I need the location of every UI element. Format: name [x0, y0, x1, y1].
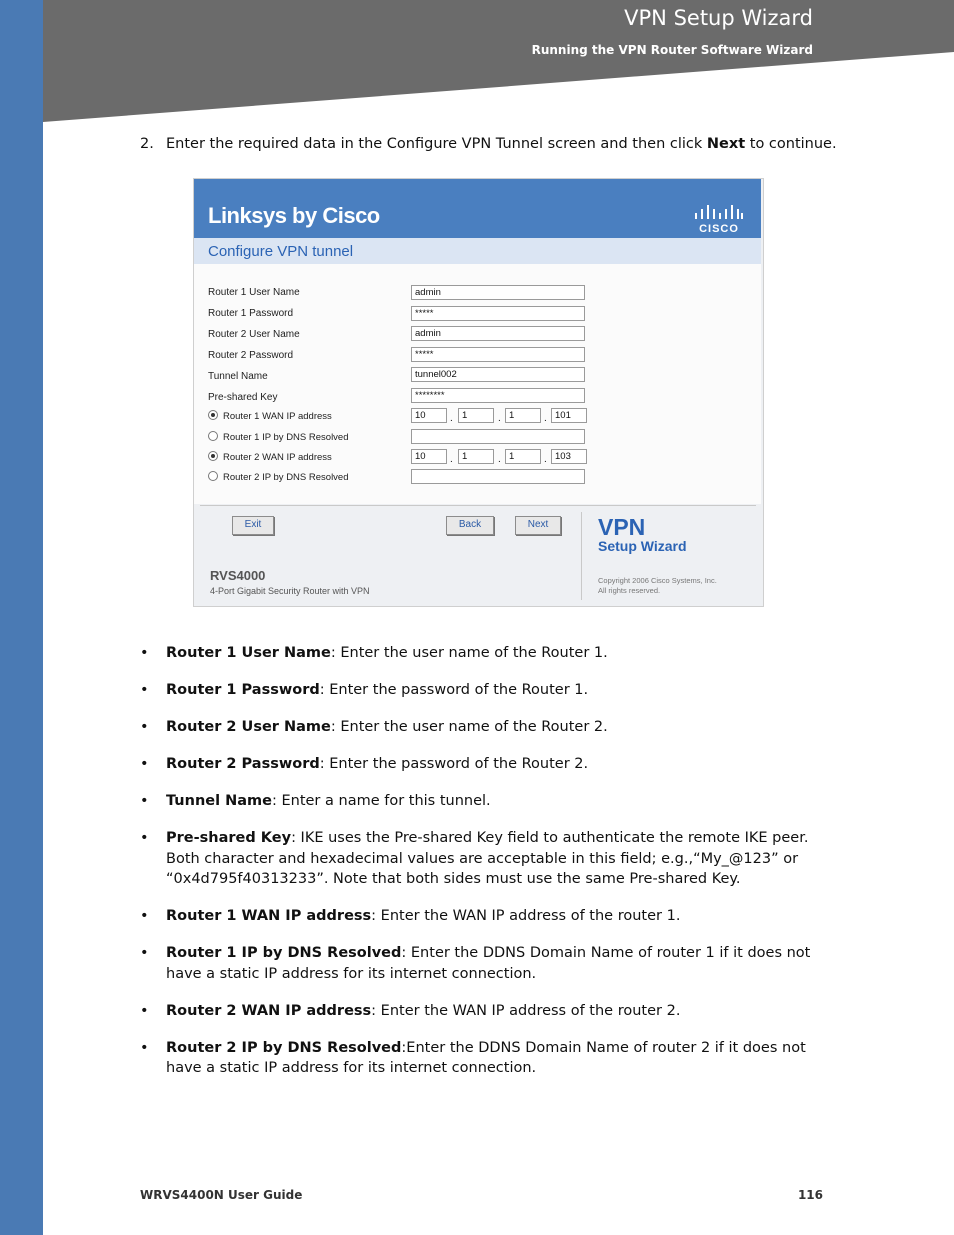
- brand-title: Linksys by Cisco: [208, 203, 380, 228]
- router1-dns-option[interactable]: [208, 431, 349, 443]
- bullet-icon: •: [140, 719, 149, 735]
- list-item: [140, 1001, 830, 1022]
- router2-dns-input[interactable]: [411, 469, 585, 484]
- list-term: Router 2 User Name: [166, 719, 331, 735]
- router2-ip-octet-3[interactable]: 1: [505, 449, 541, 464]
- ip-dot: .: [450, 413, 453, 424]
- list-text: : Enter the WAN IP address of the router 1.: [371, 908, 681, 924]
- router2-wan-ip-label: Router 2 WAN IP address: [223, 452, 332, 463]
- screen-subtitle: Configure VPN tunnel: [208, 243, 354, 260]
- list-term: Router 2 IP by DNS Resolved: [166, 1039, 402, 1056]
- bullet-icon: •: [140, 1002, 149, 1019]
- router1-password-label: Router 1 Password: [208, 308, 294, 319]
- router1-username-input[interactable]: admin: [411, 285, 585, 300]
- vpn-logo-text: VPN: [598, 514, 646, 540]
- bullet-icon: •: [140, 756, 149, 772]
- step-text: Enter the required data in the Configure VPN Tunnel screen and then click: [166, 136, 707, 152]
- router2-wan-ip-option[interactable]: [208, 451, 332, 463]
- router1-ip-octet-3[interactable]: 1: [505, 408, 541, 423]
- router2-password-input[interactable]: *****: [411, 347, 585, 362]
- radio-unselected-icon[interactable]: [208, 431, 218, 441]
- list-text: : Enter the DDNS Domain Name of router 1 if it does not have a static IP address for its internet connection.: [166, 945, 811, 982]
- cisco-bars-icon: [695, 205, 743, 219]
- list-item: [140, 943, 830, 984]
- router1-dns-input[interactable]: [411, 429, 585, 444]
- screenshot-banner: [194, 179, 761, 238]
- bullet-icon: •: [140, 908, 149, 924]
- router2-ip-octet-2[interactable]: 1: [458, 449, 494, 464]
- router1-dns-label: Router 1 IP by DNS Resolved: [223, 432, 349, 443]
- bullet-icon: •: [140, 645, 149, 661]
- form-divider: [200, 505, 756, 506]
- ip-dot: .: [450, 454, 453, 465]
- radio-selected-icon[interactable]: [208, 410, 218, 420]
- exit-button[interactable]: Exit: [232, 516, 274, 535]
- cisco-logo: [691, 203, 747, 235]
- router2-dns-label: Router 2 IP by DNS Resolved: [223, 472, 349, 483]
- footer-guide-title: WRVS4400N User Guide: [140, 1188, 303, 1202]
- cisco-logo-word: CISCO: [699, 223, 739, 235]
- preshared-key-label: Pre-shared Key: [208, 392, 278, 403]
- list-text: :Enter the DDNS Domain Name of router 2 if it does not have a static IP address for its internet connection.: [166, 1039, 806, 1076]
- router1-ip-octet-2[interactable]: 1: [458, 408, 494, 423]
- list-term: Router 1 WAN IP address: [166, 908, 372, 924]
- list-text: : Enter the user name of the Router 1.: [330, 645, 608, 661]
- ip-dot: .: [498, 454, 501, 465]
- model-name: RVS4000: [210, 568, 266, 583]
- list-text: : Enter the user name of the Router 2.: [330, 719, 608, 735]
- list-text: : Enter the password of the Router 1.: [319, 682, 589, 698]
- list-term: Router 1 IP by DNS Resolved: [166, 945, 402, 961]
- router2-password-label: Router 2 Password: [208, 350, 294, 361]
- step-bold-next: Next: [706, 136, 746, 152]
- router2-username-label: Router 2 User Name: [208, 329, 300, 340]
- router1-ip-octet-1[interactable]: 10: [411, 408, 447, 423]
- router1-wan-ip-label: Router 1 WAN IP address: [223, 411, 332, 422]
- ip-dot: .: [544, 454, 547, 465]
- ip-dot: .: [544, 413, 547, 424]
- step-instruction: [140, 136, 837, 152]
- list-term: Router 1 Password: [166, 682, 320, 698]
- back-button[interactable]: Back: [446, 516, 494, 535]
- list-text: : Enter the password of the Router 2.: [319, 756, 589, 772]
- step-number: 2.: [140, 136, 154, 152]
- bullet-icon: •: [140, 1039, 149, 1056]
- router1-wan-ip-option[interactable]: [208, 410, 332, 422]
- list-item: [140, 828, 830, 890]
- list-item: [140, 680, 830, 701]
- footer-page-number: 116: [797, 1188, 823, 1202]
- router1-ip-octet-4[interactable]: 101: [551, 408, 587, 423]
- copyright-line-2: All rights reserved.: [598, 586, 661, 595]
- list-text: : IKE uses the Pre-shared Key field to authenticate the remote IKE peer. Both character and hexadecimal values are acceptable in this field; e.g.,“My_@123” or “0x4d795f40313233”. Note that both sides must use the same Pre-shared Key.: [166, 830, 809, 887]
- list-item: [140, 754, 830, 775]
- field-description-list: [140, 643, 830, 1095]
- list-term: Router 2 Password: [166, 756, 320, 772]
- left-accent-bar: [0, 0, 43, 1235]
- bullet-icon: •: [140, 945, 149, 961]
- list-item: [140, 717, 830, 738]
- preshared-key-input[interactable]: ********: [411, 388, 585, 403]
- list-term: Router 2 WAN IP address: [166, 1002, 372, 1019]
- tunnel-name-input[interactable]: tunnel002: [411, 367, 585, 382]
- bullet-icon: •: [140, 793, 149, 809]
- router2-ip-octet-4[interactable]: 103: [551, 449, 587, 464]
- radio-selected-icon[interactable]: [208, 451, 218, 461]
- router2-dns-option[interactable]: [208, 471, 349, 483]
- configure-vpn-tunnel-screenshot: [193, 178, 764, 607]
- copyright-line-1: Copyright 2006 Cisco Systems, Inc.: [598, 576, 717, 585]
- router2-ip-octet-1[interactable]: 10: [411, 449, 447, 464]
- list-item: [140, 906, 830, 927]
- vertical-divider: [581, 512, 582, 600]
- list-term: Router 1 User Name: [166, 645, 331, 661]
- page-header-title: VPN Setup Wizard: [624, 6, 813, 30]
- list-term: Tunnel Name: [166, 793, 272, 809]
- next-button[interactable]: Next: [515, 516, 561, 535]
- router1-username-label: Router 1 User Name: [208, 287, 300, 298]
- list-text: : Enter a name for this tunnel.: [271, 793, 491, 809]
- list-text: : Enter the WAN IP address of the router 2.: [371, 1002, 681, 1019]
- model-description: 4-Port Gigabit Security Router with VPN: [210, 586, 370, 596]
- router2-username-input[interactable]: admin: [411, 326, 585, 341]
- bullet-icon: •: [140, 682, 149, 698]
- tunnel-form: [194, 264, 761, 504]
- screenshot-subbar: [194, 238, 761, 264]
- setup-wizard-text: Setup Wizard: [598, 538, 687, 554]
- page-header-subtitle: Running the VPN Router Software Wizard: [531, 43, 813, 57]
- list-item: [140, 1038, 830, 1079]
- step-text-end: to continue.: [745, 136, 837, 152]
- tunnel-name-label: Tunnel Name: [208, 371, 268, 382]
- list-term: Pre-shared Key: [166, 830, 292, 846]
- list-item: [140, 643, 830, 664]
- list-item: [140, 791, 830, 812]
- bullet-icon: •: [140, 830, 149, 846]
- header-band: [43, 0, 954, 122]
- router1-password-input[interactable]: *****: [411, 306, 585, 321]
- radio-unselected-icon[interactable]: [208, 471, 218, 481]
- ip-dot: .: [498, 413, 501, 424]
